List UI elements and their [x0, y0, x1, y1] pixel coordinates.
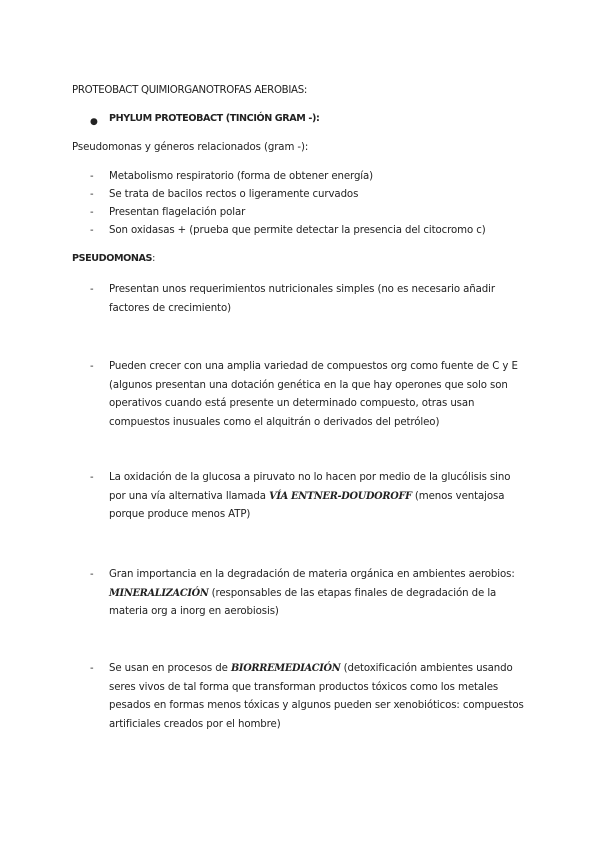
dash-marker: - — [90, 663, 94, 674]
paragraph — [109, 281, 519, 318]
bullet-icon: ● — [90, 117, 98, 127]
dash-marker: - — [90, 189, 94, 200]
section-heading — [72, 250, 155, 268]
paragraph-text: Presentan unos requerimientos nutricionales simples (no es necesario añadir factores de crecimiento) — [109, 284, 495, 314]
emphasis-text: VÍA ENTNER-DOUDOROFF — [269, 490, 412, 502]
paragraph-text: Gran importancia en la degradación de materia orgánica en ambientes aerobios: — [109, 569, 515, 580]
paragraph-text: (responsables de las etapas finales de degradación de la materia org a inorg en aerobiosis) — [109, 587, 497, 618]
intro-text: Pseudomonas y géneros relacionados (gram -): — [72, 142, 309, 153]
dash-marker: - — [90, 171, 94, 182]
list-item: Son oxidasas + (prueba que permite detectar la presencia del citocromo c) — [109, 225, 486, 236]
section-heading-colon: : — [152, 253, 155, 264]
dash-marker: - — [90, 361, 94, 372]
paragraph — [109, 566, 529, 622]
paragraph — [109, 358, 529, 432]
list-item: Presentan flagelación polar — [109, 207, 246, 218]
section-heading-text: PSEUDOMONAS — [72, 253, 153, 264]
paragraph-text: (menos ventajosa porque produce menos ATP) — [109, 490, 505, 521]
paragraph-text: Pueden crecer con una amplia variedad de compuestos org como fuente de C y E (algunos presentan una dotación genética en la que hay operones que solo son operativos cuando está presente un determinado compuesto, otras usan compuestos inusuales como el alquitrán o derivados del petróleo) — [109, 361, 518, 428]
document-title: PROTEOBACT QUIMIORGANOTROFAS AEROBIAS: — [72, 85, 308, 96]
dash-marker: - — [90, 472, 94, 483]
dash-marker: - — [90, 284, 94, 295]
paragraph-text: Se usan en procesos de — [109, 663, 231, 674]
dash-marker: - — [90, 225, 94, 236]
list-item: Metabolismo respiratorio (forma de obtener energía) — [109, 171, 374, 182]
paragraph — [109, 660, 529, 734]
paragraph-text: La oxidación de la glucosa a piruvato no lo hacen por medio de la glucólisis sino por una vía alternativa llamada — [109, 472, 511, 502]
emphasis-text: BIORREMEDIACIÓN — [230, 663, 341, 674]
phylum-heading: PHYLUM PROTEOBACT (TINCIÓN GRAM -): — [109, 113, 320, 124]
paragraph-text: (detoxificación ambientes usando seres vivos de tal forma que transforman productos tóxicos como los metales pesados en formas menos tóxicas y algunos pueden ser xenobióticos: compuestos artificiales creados por el hombre) — [109, 663, 524, 730]
dash-marker: - — [90, 569, 94, 580]
emphasis-text: MINERALIZACIÓN — [109, 587, 209, 599]
paragraph — [109, 469, 529, 525]
list-item: Se trata de bacilos rectos o ligeramente curvados — [109, 189, 359, 200]
dash-marker: - — [90, 207, 94, 218]
